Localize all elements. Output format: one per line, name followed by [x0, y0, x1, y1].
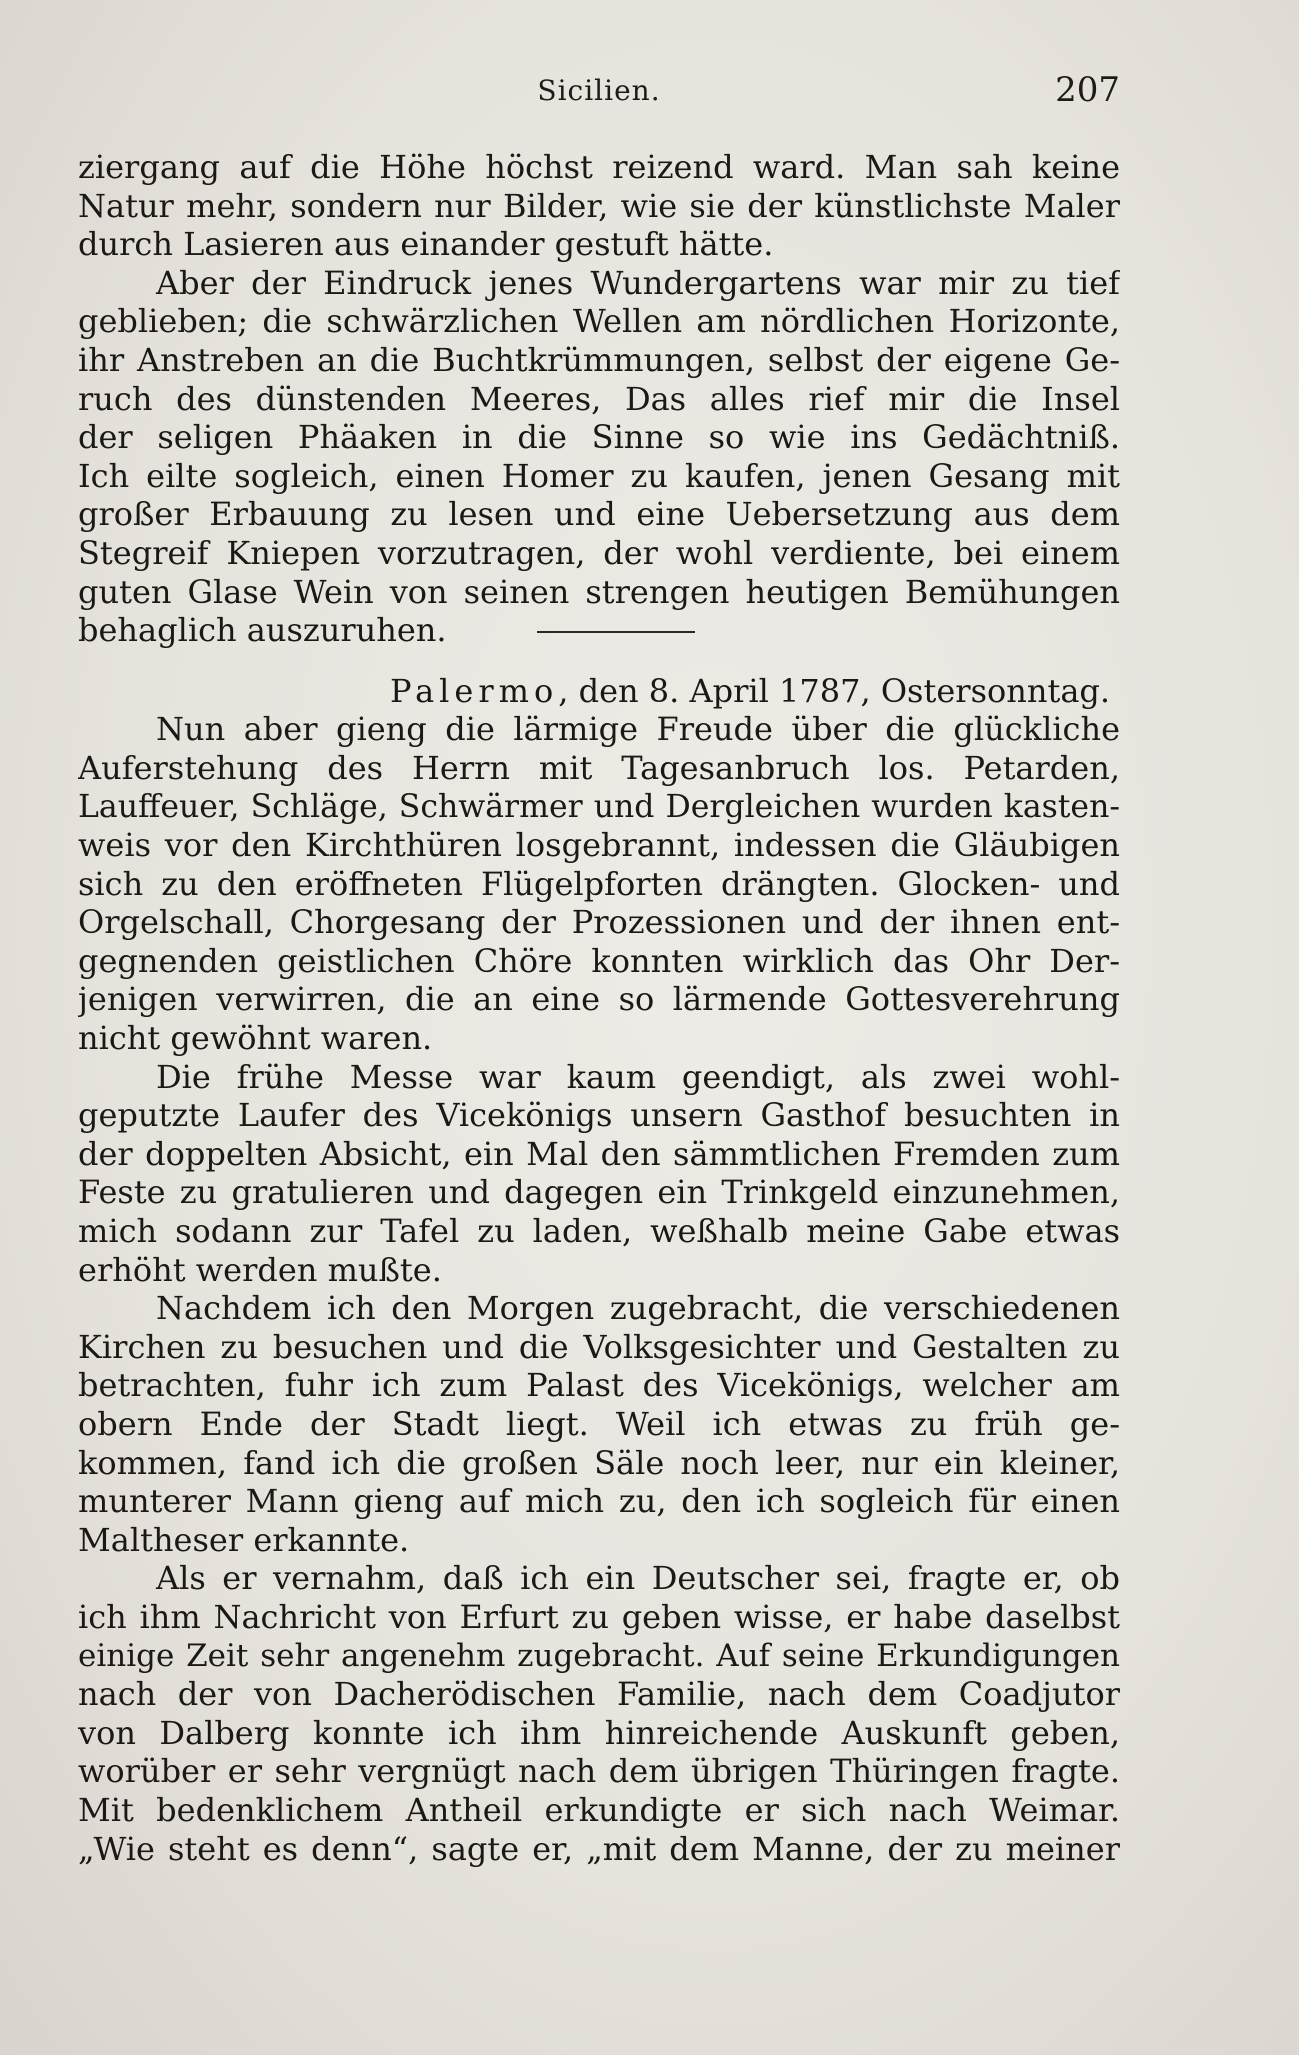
running-head: Sicilien. — [537, 74, 661, 107]
text-line: kommen, fand ich die großen Säle noch leer, nur ein kleiner, — [78, 1443, 1120, 1482]
text-line: ich ihm Nachricht von Erfurt zu geben wisse, er habe daselbst — [78, 1597, 1120, 1636]
text-line: gegnenden geistlichen Chöre konnten wirklich das Ohr Der- — [78, 941, 1120, 980]
text-line: weis vor den Kirchthüren losgebrannt, indessen die Gläubigen — [78, 826, 1120, 865]
text-line: behaglich auszuruhen. — [78, 611, 447, 650]
text-line: ihr Anstreben an die Buchtkrümmungen, selbst der eigene Ge- — [78, 340, 1120, 379]
text-line: obern Ende der Stadt liegt. Weil ich etwas zu früh ge- — [78, 1405, 1120, 1443]
text-line: durch Lasieren aus einander gestuft hätte. — [78, 225, 774, 264]
body-text — [78, 148, 1120, 1868]
text-line: munterer Mann gieng auf mich zu, den ich sogleich für einen — [78, 1482, 1120, 1521]
text-line: sich zu den eröffneten Flügelpforten drängten. Glocken- und — [78, 864, 1120, 903]
text-line: geputzte Laufer des Vicekönigs unsern Gasthof besuchten in — [78, 1096, 1120, 1135]
text-line: nach der von Dacherödischen Familie, nach dem Coadjutor — [78, 1675, 1120, 1714]
page-number: 207 — [1055, 70, 1120, 110]
text-line: der seligen Phäaken in die Sinne so wie ins Gedächtniß. — [78, 418, 1120, 457]
text-line: erhöht werden mußte. — [78, 1250, 442, 1289]
text-line: Natur mehr, sondern nur Bilder, wie sie der künstlichste Maler — [78, 186, 1120, 225]
text-line: Nun aber gieng die lärmige Freude über die glückliche — [156, 710, 1120, 749]
text-line: Stegreif Kniepen vorzutragen, der wohl verdiente, bei einem — [78, 533, 1120, 572]
text-line: mich sodann zur Tafel zu laden, weßhalb meine Gabe etwas — [78, 1212, 1120, 1251]
text-line: betrachten, fuhr ich zum Palast des Vicekönigs, welcher am — [78, 1366, 1120, 1405]
text-line-with-rule — [78, 611, 1120, 650]
text-line: einige Zeit sehr angenehm zugebracht. Auf seine Erkundigungen — [78, 1637, 1120, 1674]
text-line: Feste zu gratulieren und dagegen ein Trinkgeld einzunehmen, — [78, 1173, 1120, 1212]
text-line: Mit bedenklichem Antheil erkundigte er sich nach Weimar. — [78, 1790, 1120, 1829]
paragraph — [78, 148, 1120, 264]
paragraph — [78, 1058, 1120, 1290]
paragraph — [78, 710, 1120, 1057]
text-line: guten Glase Wein von seinen strengen heutigen Bemühungen — [78, 572, 1120, 611]
paragraph — [78, 1559, 1120, 1868]
text-line: Maltheser erkannte. — [78, 1520, 410, 1559]
text-line: ruch des dünstenden Meeres, Das alles rief mir die Insel — [78, 379, 1120, 418]
text-line: geblieben; die schwärzlichen Wellen am nördlichen Horizonte, — [78, 302, 1120, 341]
text-line: Kirchen zu besuchen und die Volksgesichter und Gestalten zu — [78, 1327, 1120, 1366]
text-line: worüber er sehr vergnügt nach dem übrigen Thüringen fragte. — [78, 1752, 1120, 1791]
text-line: der doppelten Absicht, ein Mal den sämmtlichen Fremden zum — [78, 1134, 1120, 1173]
paragraph — [78, 1289, 1120, 1559]
section-divider — [537, 631, 695, 633]
dateline-date: , den 8. April 1787, Ostersonntag. — [558, 671, 1111, 710]
text-line: jenigen verwirren, die an eine so lärmende Gottesverehrung — [78, 980, 1120, 1019]
text-line: Aber der Eindruck jenes Wundergartens war mir zu tief — [156, 263, 1120, 302]
text-line: Nachdem ich den Morgen zugebracht, die verschiedenen — [156, 1289, 1120, 1328]
dateline-place: Palermo — [390, 671, 559, 710]
paragraph — [78, 264, 1120, 650]
text-line: Orgelschall, Chorgesang der Prozessionen und der ihnen ent- — [78, 903, 1120, 942]
text-line: ziergang auf die Höhe höchst reizend ward. Man sah keine — [78, 148, 1120, 186]
text-line: Auferstehung des Herrn mit Tagesanbruch los. Petarden, — [78, 748, 1120, 787]
text-line: Als er vernahm, daß ich ein Deutscher sei, fragte er, ob — [156, 1559, 1120, 1598]
dateline — [78, 672, 1120, 711]
text-line: Lauffeuer, Schläge, Schwärmer und Dergleichen wurden kasten- — [78, 788, 1120, 825]
text-line: großer Erbauung zu lesen und eine Uebersetzung aus dem — [78, 495, 1120, 534]
text-line: Ich eilte sogleich, einen Homer zu kaufen, jenen Gesang mit — [78, 456, 1120, 495]
text-line: Die frühe Messe war kaum geendigt, als zwei wohl- — [156, 1057, 1120, 1096]
page-header — [78, 70, 1120, 116]
text-line: nicht gewöhnt waren. — [78, 1019, 433, 1058]
text-line: von Dalberg konnte ich ihm hinreichende Auskunft geben, — [78, 1713, 1120, 1752]
text-line: „Wie steht es denn“, sagte er, „mit dem Manne, der zu meiner — [78, 1829, 1120, 1868]
